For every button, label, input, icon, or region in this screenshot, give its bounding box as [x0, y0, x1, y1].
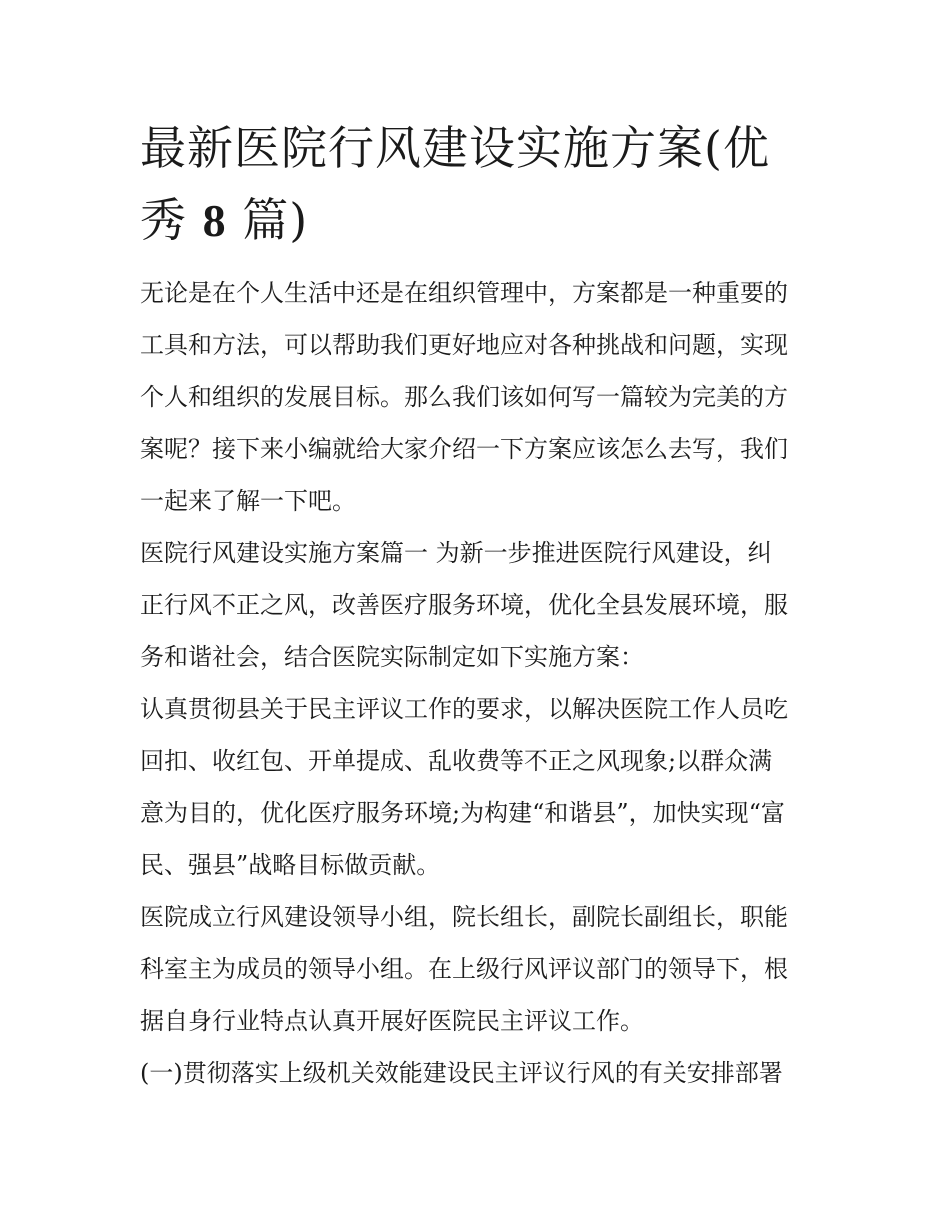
paragraph-leadership: [140, 891, 816, 1047]
paragraph-line: 工具和方法，可以帮助我们更好地应对各种挑战和问题，实现: [140, 331, 788, 359]
paragraph-requirements: [140, 683, 816, 891]
paragraph-line: 务和谐社会，结合医院实际制定如下实施方案：: [140, 643, 644, 671]
title-line-1: 最新医院行风建设实施方案(优: [140, 121, 770, 175]
paragraph-intro: [140, 267, 816, 527]
document-title: [140, 112, 816, 257]
document-page: [140, 112, 816, 1099]
title-number: 8: [202, 195, 227, 246]
title-line-2-suffix: 篇): [242, 193, 309, 247]
paragraph-line: (一)贯彻落实上级机关效能建设民主评议行风的有关安排部署: [140, 1059, 783, 1087]
paragraph-line: 意为目的，优化医疗服务环境;为构建“和谐县”，加快实现“富: [140, 799, 785, 827]
paragraph-line: 回扣、收红包、开单提成、乱收费等不正之风现象;以群众满: [140, 747, 773, 775]
paragraph-line: 案呢？接下来小编就给大家介绍一下方案应该怎么去写，我们: [140, 435, 788, 463]
paragraph-line: 据自身行业特点认真开展好医院民主评议工作。: [140, 1007, 644, 1035]
paragraph-item-1: [140, 1047, 816, 1099]
paragraph-line: 认真贯彻县关于民主评议工作的要求，以解决医院工作人员吃: [140, 695, 788, 723]
paragraph-line: 一起来了解一下吧。: [140, 487, 356, 515]
paragraph-line: 科室主为成员的领导小组。在上级行风评议部门的领导下，根: [140, 955, 788, 983]
document-body: [140, 267, 816, 1099]
title-line-2-prefix: 秀: [140, 193, 187, 247]
paragraph-line: 民、强县”战略目标做贡献。: [140, 851, 441, 879]
paragraph-line: 个人和组织的发展目标。那么我们该如何写一篇较为完美的方: [140, 383, 788, 411]
paragraph-line: 无论是在个人生活中还是在组织管理中，方案都是一种重要的: [140, 279, 788, 307]
paragraph-line: 医院行风建设实施方案篇一 为新一步推进医院行风建设，纠: [140, 539, 772, 567]
paragraph-line: 正行风不正之风，改善医疗服务环境，优化全县发展环境，服: [140, 591, 788, 619]
paragraph-line: 医院成立行风建设领导小组，院长组长，副院长副组长，职能: [140, 903, 788, 931]
paragraph-section-1: [140, 527, 816, 683]
